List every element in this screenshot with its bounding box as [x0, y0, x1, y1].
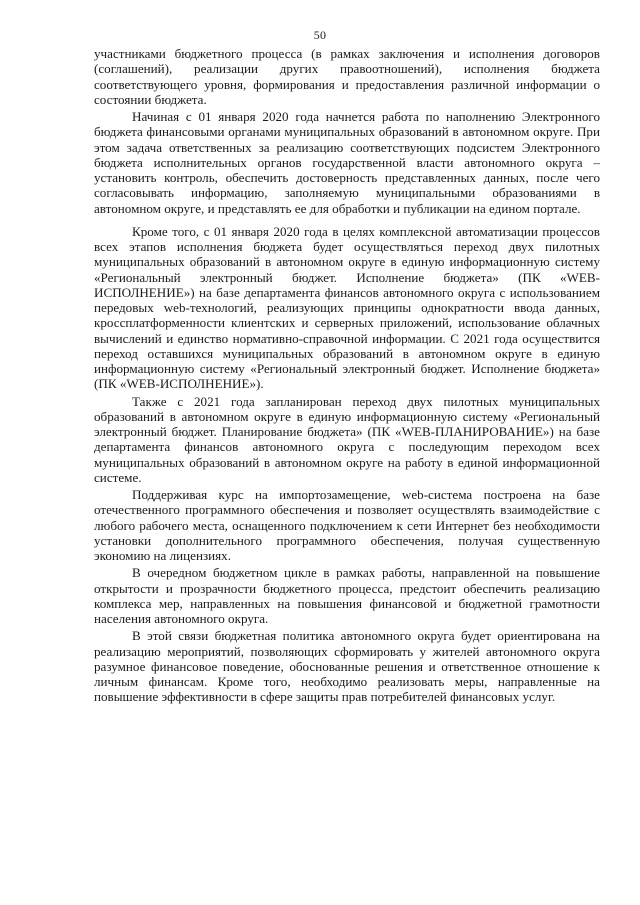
paragraph-6: В очередном бюджетном цикле в рамках работы, направленной на повышение открытости и прозрачности бюджетного процесса, предстоит обеспечить реализацию комплекса мер, направленных на повышения финансовой и бюджетной грамотности населения автономного округа.	[94, 565, 600, 626]
paragraph-3: Кроме того, с 01 января 2020 года в целях комплексной автоматизации процессов всех этапов исполнения бюджета будет осуществляться переход двух пилотных муниципальных образований в автономном округе в единую информационную систему «Региональный электронный бюджет. Исполнение бюджета» (ПК «WEB-ИСПОЛНЕНИЕ») на базе департамента финансов автономного округа с использованием передовых web-технологий, реализующих принципы однократности ввода данных, кроссплатформенности клиентских и серверных приложений, использование облачных вычислений и единство нормативно-справочной информации. С 2021 года осуществится переход оставшихся муниципальных образований в автономном округе в единую информационную систему «Региональный электронный бюджет. Исполнение бюджета» (ПК «WEB-ИСПОЛНЕНИЕ»).	[94, 223, 600, 392]
page-number: 50	[313, 28, 327, 42]
paragraph-7: В этой связи бюджетная политика автономного округа будет ориентирована на реализацию мероприятий, позволяющих сформировать у жителей автономного округа разумное финансовое поведение, обоснованные решения и ответственное отношение к личным финансам. Кроме того, необходимо реализовать меры, направленные на повышение эффективности в сфере защиты прав потребителей финансовых услуг.	[94, 628, 600, 705]
paragraph-1: участниками бюджетного процесса (в рамках заключения и исполнения договоров (соглашений), реализации других правоотношений), исполнения бюджета соответствующего уровня, формирования и предоставления различной информации о состоянии бюджета.	[94, 46, 600, 107]
paragraph-5: Поддерживая курс на импортозамещение, web-система построена на базе отечественного программного обеспечения и позволяет осуществлять взаимодействие с любого рабочего места, оснащенного подключением к сети Интернет без необходимости установки дополнительного программного обеспечения, получая существенную экономию на лицензиях.	[94, 487, 600, 563]
body-text	[94, 46, 600, 705]
paragraph-4: Также с 2021 года запланирован переход двух пилотных муниципальных образований в автономном округе в единую информационную систему «Региональный электронный бюджет. Планирование бюджета» (ПК «WEB-ПЛАНИРОВАНИЕ») на базе департамента финансов автономного округа с последующим переходом всех муниципальных образований в автономном округе на работу в единой информационной системе.	[94, 393, 600, 485]
paragraph-2: Начиная с 01 января 2020 года начнется работа по наполнению Электронного бюджета финансовыми органами муниципальных образований в автономном округе. При этом задача ответственных за реализацию соответствующих подсистем Электронного бюджета исполнительных органов государственной власти автономного округа – установить контроль, обеспечить достоверность представленных данных, после чего согласовывать информацию, заполняемую муниципальными образованиями в автономном округе, и представлять ее для обработки и публикации на едином портале.	[94, 109, 600, 216]
